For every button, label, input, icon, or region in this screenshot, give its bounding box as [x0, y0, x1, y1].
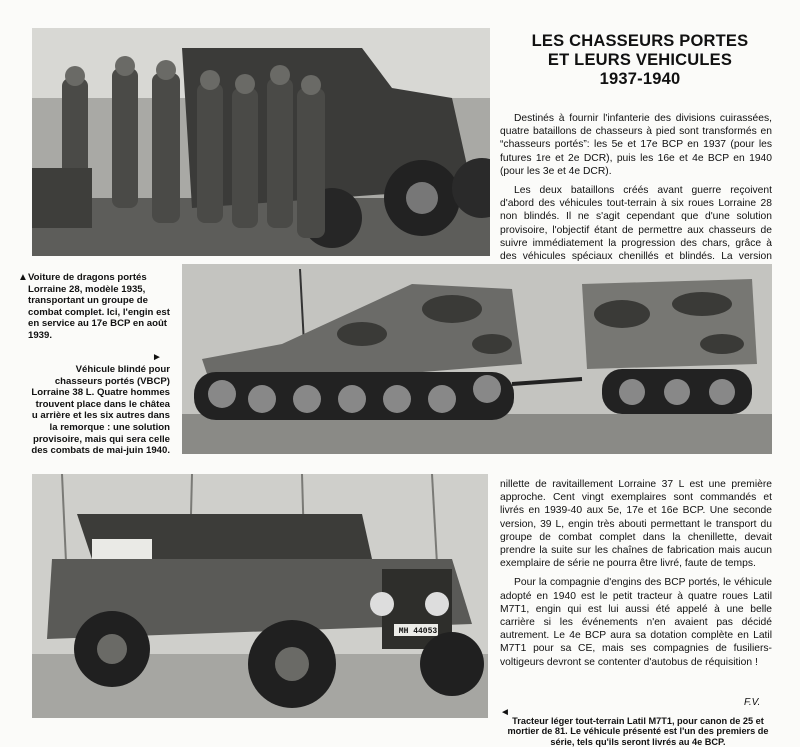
caption-latil-m7t1 [504, 716, 772, 747]
photo-lorraine-28-soldiers [32, 28, 490, 256]
continued-text [500, 478, 772, 675]
continued-paragraph-1: nillette de ravitaillement Lorraine 37 L est une première approche. Cent vingt exemplaires sont commandés et livrés en 1939-40 aux 5e, 17e et 16e BCP. Une seconde version, 39 L, engin très abouti permettant le transport du groupe de combat complet dans la chenillette, devait prendre la suite sur les chaînes de fabrication mais aucun exemplaire de série ne pourra être livré, faute de temps. [500, 479, 772, 570]
arrow-right-icon: ► [152, 352, 162, 363]
continued-paragraph-2: Pour la compagnie d'engins des BCP portés, le véhicule adopté en 1940 est le petit tracteur à quatre roues Latil M7T1, engin qui est lui aussi été appelé à une belle carrière si les événements n'en avaient pas décidé autrement. Le 4e BCP aura sa dotation complète en Latil M7T1 pour sa CE, mais ses compagnies de fusiliers-voltigeurs devront se contenter d'autobus de réquisition ! [500, 577, 772, 668]
title-line-3: 1937-1940 [599, 70, 681, 88]
caption-vbcp-38l-text: Véhicule blindé pour chasseurs portés (VBCP) Lorraine 38 L. Quatre hommes trouvent place dans le châtea u arrière et les six autres dans la remorque : une solution provisoire, mais qui sera celle des combats de mai-juin 1940. [31, 364, 170, 457]
title-line-2: ET LEURS VEHICULES [547, 51, 733, 69]
intro-paragraph-1: Destinés à fournir l'infanterie des divisions cuirassées, quatre bataillons de chasseurs à pied sont transformés en “chasseurs portés”: les 5e et 17e BCP en 1937 (pour les futures 1re et 2e DCR), puis les 16e et 4e BCP en 1940 (pour les 3e et 4e DCR). [500, 113, 772, 177]
author-signature: F.V. [744, 697, 761, 708]
intro-text [500, 112, 772, 282]
photo-vbcp-38l [182, 264, 772, 454]
photo-lorraine-28-image [32, 28, 490, 256]
article-title [500, 32, 780, 89]
title-line-1: LES CHASSEURS PORTES [531, 32, 749, 50]
caption-lorraine-28 [28, 272, 170, 342]
photo-vbcp-38l-image [182, 264, 772, 454]
arrow-left-icon: ◄ [500, 707, 510, 718]
caption-lorraine-28-text: Voiture de dragons portés Lorraine 28, modèle 1935, transportant un groupe de combat complet. Ici, l'engin est en service au 17e BCP en août 1939. [28, 272, 170, 341]
photo-latil-image [32, 474, 488, 718]
photo-latil-m7t1 [32, 474, 488, 718]
arrow-up-left-icon: ▲ [18, 272, 28, 283]
caption-vbcp-38l [28, 364, 170, 457]
license-plate: MH 44053 [398, 627, 438, 636]
caption-latil-text: Tracteur léger tout-terrain Latil M7T1, pour canon de 25 et mortier de 81. Le véhicule présenté est l'un des premiers de série, tels qu'ils seront livrés au 4e BCP. [507, 716, 769, 747]
intro-paragraph-2: Les deux bataillons créés avant guerre reçoivent d'abord des véhicules tout-terrain à six roues Lorraine 28 non blindés. Il ne s'agit cependant que d'une solution provisoire, l'objectif étant de permettre aux chasseurs de suivre immédiatement la progression des chars, grâce à des véhicules spéciaux chenillés et blindés. La version [500, 185, 772, 263]
